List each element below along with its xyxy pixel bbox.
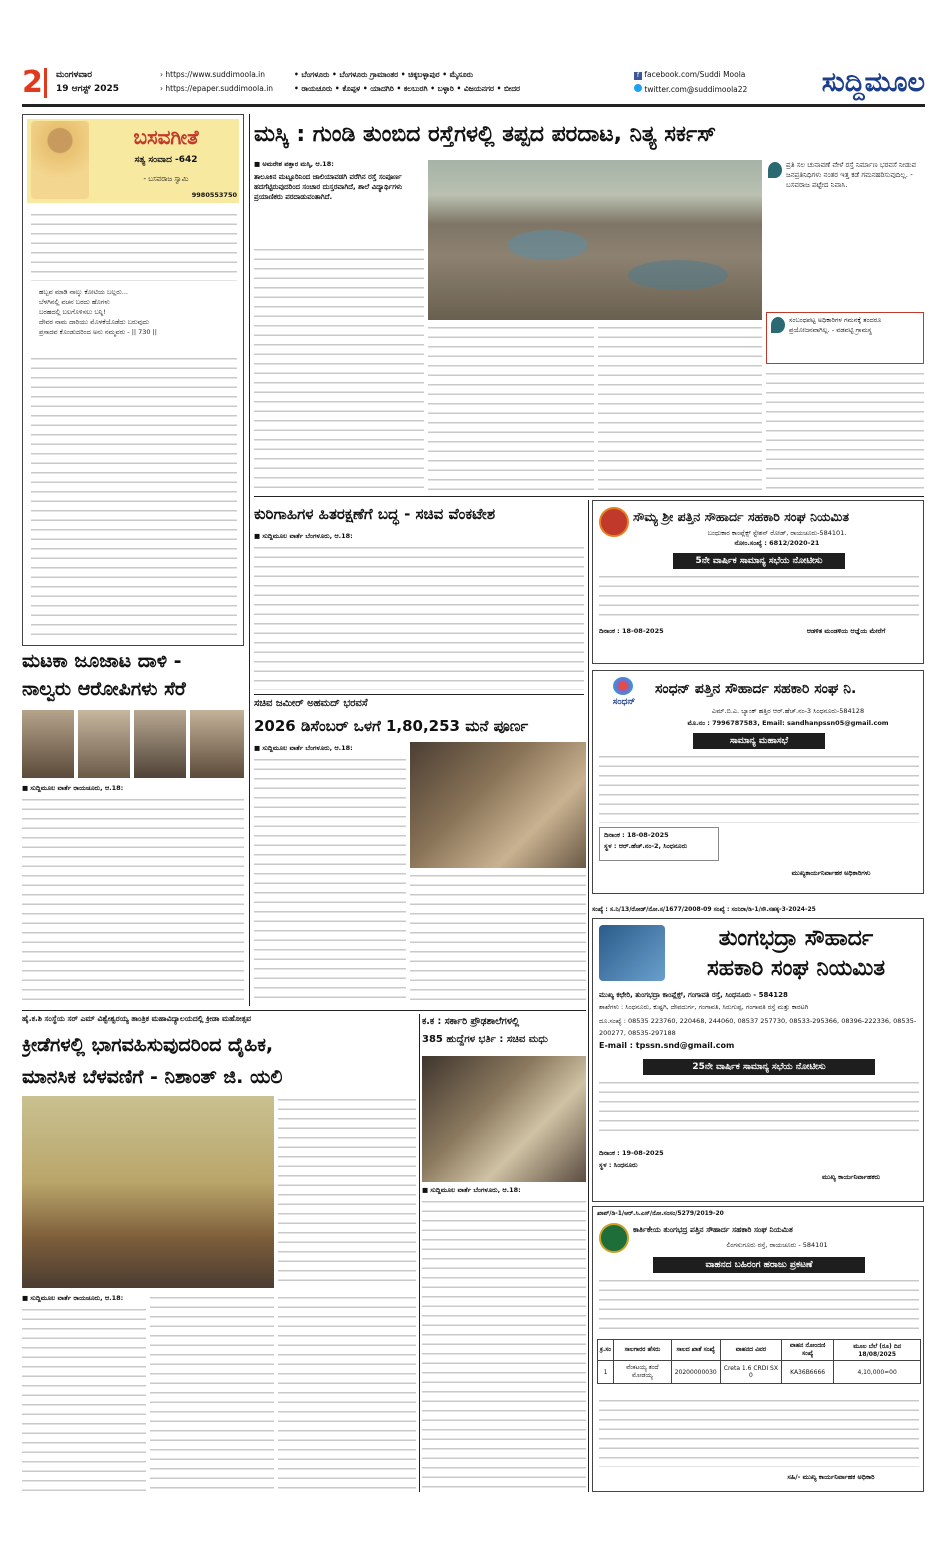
matka-headline-2: ನಾಲ್ವರು ಆರೋಪಿಗಳು ಸೆರೆ bbox=[22, 678, 186, 700]
masthead-logo: ಸುದ್ದಿಮೂಲ bbox=[821, 67, 925, 98]
table-cell: KA36B6666 bbox=[781, 1361, 833, 1384]
sports-body-side bbox=[278, 1096, 416, 1288]
tunga-address: ಮುಖ್ಯ ಕಛೇರಿ, ತುಂಗಭದ್ರಾ ಕಾಂಪ್ಲೆಕ್ಸ್, ಗಂಗಾವತಿ ರಸ್ತೆ, ಸಿಂಧನೂರು - 584128 bbox=[599, 991, 788, 999]
accused-photos bbox=[22, 710, 244, 778]
accused-photo-4 bbox=[190, 710, 244, 778]
karthikeya-notice-body bbox=[599, 1277, 919, 1335]
header-accent-rule bbox=[44, 68, 47, 98]
minister-madhu-photo bbox=[422, 1056, 586, 1182]
minister-zameer-photo bbox=[410, 742, 586, 868]
section-rule bbox=[254, 694, 584, 695]
housing-headline: 2026 ಡಿಸೆಂಬರ್ ಒಳಗೆ 1,80,253 ಮನೆ ಪೂರ್ಣ bbox=[254, 717, 529, 735]
sandhan-sign: ಮುಖ್ಯಕಾರ್ಯನಿರ್ವಾಹಕ ಅಧಿಕಾರಿಗಳು bbox=[791, 869, 871, 877]
auction-table bbox=[597, 1339, 921, 1384]
soumya-banner: 5ನೇ ವಾರ್ಷಿಕ ಸಾಮಾನ್ಯ ಸಭೆಯ ನೋಟೀಸು bbox=[673, 553, 845, 569]
maski-body-col4 bbox=[766, 370, 924, 492]
column-rule bbox=[588, 500, 589, 1492]
ad-sandhan bbox=[592, 670, 924, 894]
tunga-logo bbox=[599, 925, 665, 981]
twitter-icon bbox=[634, 84, 642, 92]
sandhan-banner: ಸಾಮಾನ್ಯ ಮಹಾಸಭೆ bbox=[693, 733, 825, 749]
maski-body-col2 bbox=[428, 324, 594, 492]
soumya-address: ಬಂಧುಕಾರ ಕಾಂಪ್ಲೆಕ್ಸ್ ಸ್ಟೇಶನ್ ರೋಡ್, ರಾಯಚೂರು-584101. bbox=[707, 529, 847, 537]
sports-headline-2: ಮಾನಸಿಕ ಬೆಳವಣಿಗೆ - ನಿಶಾಂತ್ ಜಿ. ಯಲಿ bbox=[22, 1066, 283, 1088]
maski-road-photo bbox=[428, 160, 762, 320]
housing-byline: ■ ಸುದ್ದಿಮೂಲ ವಾರ್ತೆ ಬೆಂಗಳೂರು, ಆ.18: bbox=[254, 744, 353, 752]
nav-row-2: • ರಾಯಚೂರು • ಕೊಪ್ಪಳ • ಯಾದಗಿರಿ • ಕಲಬುರಗಿ • ಬಳ್ಳಾರಿ • ವಿಜಯನಗರ • ಬೀದರ bbox=[294, 84, 521, 93]
soumya-notice-body bbox=[599, 573, 919, 623]
accused-photo-2 bbox=[78, 710, 130, 778]
housing-kicker: ಸಚಿವ ಜಮೀರ್ ಅಹಮದ್ ಭರವಸೆ bbox=[254, 698, 368, 709]
karthikeya-logo bbox=[599, 1223, 629, 1253]
table-header-cell: ಸಾಲದ ಖಾತೆ ಸಂಖ್ಯೆ bbox=[671, 1340, 720, 1361]
header-rule bbox=[22, 104, 925, 107]
karthikeya-sign: ಸಹಿ/- ಮುಖ್ಯ ಕಾರ್ಯನಿರ್ವಾಹಕ ಅಧಿಕಾರಿ bbox=[787, 1473, 875, 1481]
page-number: 2 bbox=[22, 66, 43, 100]
sandhan-address: ಎಮ್.ಬಿ.ಎ. ಬ್ಯಾಂಕ್ ಹತ್ತಿರ ಆರ್.ಹೆಚ್.ನಂ-3 ಸಿಂಧನೂರು-584128 bbox=[711, 707, 865, 715]
matka-article bbox=[22, 650, 244, 1005]
maski-sidebar-text: ಪ್ರತಿ ಸಲ ಚುನಾವಣೆ ವೇಳೆ ರಸ್ತೆ ನಿರ್ಮಾಣ ಭರವಸೆ ನೀಡುವ ಜನಪ್ರತಿನಿಧಿಗಳು ನಂತರ ಇತ್ತ ಕಡೆ ಗಮನಹರಿಸುವುದಿಲ್ಲ. - ಬಸವರಾಜ ಪಟ್ಟೇದ ನಿವಾಸಿ. bbox=[786, 161, 917, 189]
accused-photo-3 bbox=[134, 710, 186, 778]
ad-karthikeya bbox=[592, 1206, 924, 1492]
maski-body-col3 bbox=[598, 324, 762, 492]
table-cell: Creta 1.6 CRDI SX 0 bbox=[720, 1361, 781, 1384]
section-rule bbox=[22, 1010, 586, 1011]
basava-verse: ಹಬ್ಬವ ಮಾಡಿ ನಾಲ್ಕು ಕೋಟಿಯ ಬಲ್ಲರು... ಬೆಳಗಿನಲ್ಲಿ ವಚನ ಬರದು ಹೊಗಳು ಬರಹದಲ್ಲಿ ಬಲಗೊಳಿಸಲು ಬನ್ನಿ! ದೇವರ ನಾಮ ದಾರಿಯು ಮೊಳಕೆಯೊಡೆದು ಬರುವುದು ಪ್ರಸಾದವ ಕೊಂಡುದರಿಂದ ಅನು ನಮ್ಮವರು - || 730 || bbox=[39, 288, 157, 336]
pothole-water bbox=[508, 230, 588, 260]
sandhan-contact: ಮೊ.ನಂ : 7996787583, Email: sandhanpssn05@gmail.com bbox=[687, 719, 889, 727]
maski-quote: ಸಂಬಂಧಪಟ್ಟ ಅಧಿಕಾರಿಗಳ ಗಮನಕ್ಕೆ ತಂದರೂ ಪ್ರಯೋಜನವಾಗಿಲ್ಲ. - ವಡವಟ್ಟಿ ಗ್ರಾಮಸ್ಥ bbox=[789, 316, 882, 334]
kuruba-body bbox=[254, 544, 584, 690]
sports-body-col2 bbox=[150, 1294, 274, 1492]
column-rule bbox=[249, 114, 250, 1006]
sandhan-logo-flower-icon bbox=[613, 677, 633, 695]
table-cell: 4,10,000=00 bbox=[834, 1361, 921, 1384]
pothole-water bbox=[628, 260, 728, 290]
sandhan-notice-body bbox=[599, 753, 919, 823]
tunga-phones: ದೂ.ಸಂಖ್ಯೆ : 08535 223760, 220468, 244060, 08537 257730, 08533-295366, 08396-222336, 08535-200277, 08535-297188 bbox=[599, 1017, 917, 1037]
page-header bbox=[22, 66, 925, 102]
basava-header-box bbox=[27, 119, 239, 203]
table-header-cell: ಮೂಲ ಬೆಲೆ (ರೂ) ದಿನ 18/08/2025 bbox=[834, 1340, 921, 1361]
ad-soumya bbox=[592, 500, 924, 664]
basava-author: - ಬಸವರಾಜ ಸ್ವಾಮಿ bbox=[143, 175, 189, 183]
karthikeya-title: ಕಾರ್ತಿಕೇಯ ತುಂಗಭದ್ರ ಪತ್ತಿನ ಸೌಹಾರ್ದ ಸಹಕಾರಿ ಸಂಘ ನಿಯಮಿತ bbox=[633, 1225, 793, 1234]
matka-byline: ■ ಸುದ್ದಿಮೂಲ ವಾರ್ತೆ ರಾಯಚೂರು, ಆ.18: bbox=[22, 784, 124, 792]
sports-kicker: ಹೈ.ಕ.ಶಿ ಸಂಸ್ಥೆಯ ಸರ್ ಎಮ್ ವಿಶ್ವೇಶ್ವರಯ್ಯ ತಾಂತ್ರಿಕ ಮಹಾವಿದ್ಯಾಲಯದಲ್ಲಿ ಕ್ರೀಡಾ ಮಹೋತ್ಸವ bbox=[22, 1014, 252, 1023]
karthikeya-address: ಲಿಂಗಸುಗೂರು ರಸ್ತೆ, ರಾಯಚೂರು - 584101 bbox=[726, 1241, 828, 1249]
matka-headline-1: ಮಟಕಾ ಜೂಜಾಟ ದಾಳಿ - bbox=[22, 650, 182, 672]
tunga-title-1: ತುಂಗಭದ್ರಾ ಸೌಹಾರ್ದ bbox=[718, 926, 874, 951]
table-cell: 20200000030 bbox=[671, 1361, 720, 1384]
maski-quote-box bbox=[766, 312, 924, 364]
facebook-link[interactable]: f facebook.com/Suddi Moola bbox=[634, 70, 764, 82]
maski-body-col1 bbox=[254, 246, 424, 492]
nav-row-1: • ಬೆಂಗಳೂರು • ಬೆಂಗಳೂರು ಗ್ರಾಮಾಂತರ • ಚಿಕ್ಕಬಳ್ಳಾಪುರ • ಮೈಸೂರು bbox=[294, 70, 473, 79]
basava-phone: 9980553750 bbox=[191, 191, 237, 199]
basava-subtitle: ಸತ್ಯ ಸಂವಾದ -642 bbox=[134, 155, 198, 165]
sandhan-date: ದಿನಾಂಕ : 18-08-2025 bbox=[604, 831, 669, 839]
website-link[interactable]: › https://www.suddimoola.in bbox=[160, 70, 266, 79]
soumya-date: ದಿನಾಂಕ : 18-08-2025 bbox=[599, 627, 664, 635]
ad-tungabhadra bbox=[592, 918, 924, 1202]
quote-bubble-icon bbox=[771, 317, 785, 333]
soumya-title: ಸೌಮ್ಯ ಶ್ರೀ ಪತ್ತಿನ ಸೌಹಾರ್ದ ಸಹಕಾರಿ ಸಂಘ ನಿಯಮಿತ bbox=[633, 509, 849, 524]
table-header-cell: ವಾಹನದ ವಿವರ bbox=[720, 1340, 781, 1361]
maski-headline: ಮಸ್ಕಿ : ಗುಂಡಿ ತುಂಬಿದ ರಸ್ತೆಗಳಲ್ಲಿ ತಪ್ಪದ ಪರದಾಟ, ನಿತ್ಯ ಸರ್ಕಸ್ bbox=[254, 122, 717, 147]
karthikeya-notice-footer bbox=[599, 1397, 919, 1467]
header-date: 19 ಆಗಸ್ಟ್ 2025 bbox=[56, 84, 119, 94]
sports-byline: ■ ಸುದ್ದಿಮೂಲ ವಾರ್ತೆ ರಾಯಚೂರು, ಆ.18: bbox=[22, 1294, 124, 1302]
basava-body bbox=[31, 355, 237, 641]
tunga-place: ಸ್ಥಳ : ಸಿಂಧನೂರು bbox=[599, 1161, 638, 1169]
table-row bbox=[598, 1361, 921, 1384]
sandhan-date-box bbox=[599, 827, 719, 861]
maski-lead: ತಾಲೂಕಿನ ಮಟ್ಟೂರಿನಿಂದ ಜಾಲಿಯಾವಡಗಿ ವರೆಗಿನ ರಸ್ತೆ ಸಂಪೂರ್ಣ ಹದಗೆಟ್ಟಿರುವುದರಿಂದ ಸಂಚಾರ ದುಸ್ತರವಾಗಿದೆ, ಶಾಲೆ ವಿದ್ಯಾರ್ಥಿಗಳು ಪ್ರಯಾಣಿಕರು ಪರದಾಡುವಂತಾಗಿದೆ. bbox=[254, 173, 403, 201]
matka-body bbox=[22, 796, 244, 1002]
housing-body-col1 bbox=[254, 756, 406, 1006]
sandhan-logo bbox=[599, 677, 649, 713]
sandhan-title: ಸಂಧನ್ ಪತ್ತಿನ ಸೌಹಾರ್ದ ಸಹಕಾರಿ ಸಂಘ ನಿ. bbox=[655, 681, 857, 697]
karthikeya-regline: ಖಾಪ್/ಡಿ-1/ಆರ್.ಸಿ.ಎಸ್/ನೋ.ಸಂಸಂ/5279/2019-20 bbox=[597, 1210, 724, 1217]
facebook-icon: f bbox=[634, 72, 642, 80]
tunga-email: E-mail : tpssn.snd@gmail.com bbox=[599, 1041, 735, 1050]
table-cell: ವೆಂಕಟಯ್ಯ ತಂದೆ ಮೋಡಯ್ಯ bbox=[614, 1361, 672, 1384]
schools-byline: ■ ಸುದ್ದಿಮೂಲ ವಾರ್ತೆ ಬೆಂಗಳೂರು, ಆ.18: bbox=[422, 1186, 521, 1194]
sandhan-logo-text: ಸಂಧನ್ bbox=[612, 697, 636, 707]
accused-photo-1 bbox=[22, 710, 74, 778]
tunga-title-2: ಸಹಕಾರಿ ಸಂಘ ನಿಯಮಿತ bbox=[707, 956, 885, 981]
tunga-date: ದಿನಾಂಕ : 19-08-2025 bbox=[599, 1149, 664, 1157]
sports-body-col3 bbox=[278, 1294, 416, 1492]
speech-bubble-icon bbox=[768, 162, 782, 178]
auction-table-header bbox=[598, 1340, 921, 1361]
section-rule bbox=[254, 496, 924, 497]
kuruba-byline: ■ ಸುದ್ದಿಮೂಲ ವಾರ್ತೆ ಬೆಂಗಳೂರು, ಆ.18: bbox=[254, 532, 353, 540]
basava-intro bbox=[31, 211, 237, 281]
basava-title: ಬಸವಗೀತೆ bbox=[133, 125, 199, 149]
table-header-cell: ಸಾಲಗಾರರ ಹೆಸರು bbox=[614, 1340, 672, 1361]
sports-headline-1: ಕ್ರೀಡೆಗಳಲ್ಲಿ ಭಾಗವಹಿಸುವುದರಿಂದ ದೈಹಿಕ, bbox=[22, 1034, 274, 1056]
soumya-sign: ಆಡಳಿತ ಮಂಡಳಿಯ ಆಜ್ಞೆಯ ಮೇರೆಗೆ bbox=[806, 627, 886, 635]
epaper-link[interactable]: › https://epaper.suddimoola.in bbox=[160, 84, 274, 93]
basava-portrait bbox=[31, 121, 89, 199]
schools-headline: 385 ಹುದ್ದೆಗಳ ಭರ್ತಿ : ಸಚಿವ ಮಧು bbox=[422, 1034, 548, 1045]
table-cell: 1 bbox=[598, 1361, 614, 1384]
schools-body bbox=[422, 1198, 586, 1492]
twitter-link[interactable]: twitter.com@suddimoola22 bbox=[634, 84, 764, 96]
kuruba-headline: ಕುರಿಗಾಹಿಗಳ ಹಿತರಕ್ಷಣೆಗೆ ಬದ್ಧ - ಸಚಿವ ವೆಂಕಟೇಶ bbox=[254, 505, 496, 523]
karthikeya-banner: ವಾಹನದ ಬಹಿರಂಗ ಹರಾಜು ಪ್ರಕಟಣೆ bbox=[653, 1257, 865, 1273]
schools-kicker: ಕ.ಕ : ಸರ್ಕಾರಿ ಪ್ರೌಢಶಾಲೆಗಳಲ್ಲಿ bbox=[422, 1016, 520, 1027]
table-header-cell: ಕ್ರ.ಸಂ bbox=[598, 1340, 614, 1361]
maski-sidebar bbox=[768, 160, 924, 308]
column-rule bbox=[419, 1014, 420, 1492]
sports-event-photo bbox=[22, 1096, 274, 1288]
sports-body-col1 bbox=[22, 1306, 146, 1492]
tunga-branches: ಶಾಖೆಗಳು : ಸಿಂಧನೂರು, ಕುಷ್ಟಗಿ, ದೇವದುರ್ಗ, ಗಂಗಾವತಿ, ಸಿರುಗುಪ್ಪ, ಗಂಗಾವತಿ ರಸ್ತೆ ಮತ್ತು ಕಾರಟಗಿ bbox=[599, 1003, 809, 1011]
header-day: ಮಂಗಳವಾರ bbox=[56, 70, 93, 80]
housing-body-col2 bbox=[410, 872, 586, 1006]
soumya-reg: ನೋಂ.ಸಂಖ್ಯೆ : 6812/2020-21 bbox=[734, 539, 820, 547]
soumya-logo bbox=[599, 507, 629, 537]
sandhan-place: ಸ್ಥಳ : ಆರ್.ಹೆಚ್.ನಂ-2, ಸಿಂಧನೂರು bbox=[604, 842, 688, 850]
table-header-cell: ವಾಹನ ನೋಂದಣಿ ಸಂಖ್ಯೆ bbox=[781, 1340, 833, 1361]
tunga-notice-body bbox=[599, 1079, 919, 1139]
tunga-sign: ಮುಖ್ಯ ಕಾರ್ಯನಿರ್ವಾಹಕರು bbox=[821, 1173, 881, 1181]
tunga-regline: ಸಂಖ್ಯೆ : ಸ.ನಿ/13/ರೋಡ್/ನೋ.ಸ/1677/2008-09 ಸಂಖ್ಯೆ : ಸಂನಿರಾ/ಡಿ-1/ಸೌ.ಸಹಕ್ಕ-3-2024-25 bbox=[592, 906, 816, 913]
tunga-banner: 25ನೇ ವಾರ್ಷಿಕ ಸಾಮಾನ್ಯ ಸಭೆಯ ನೋಟೀಸು bbox=[643, 1059, 875, 1075]
link-arrow-icon: › bbox=[160, 70, 163, 79]
basava-geethe-column bbox=[22, 114, 244, 646]
maski-byline: ■ ಅಮರೇಶ ಪತ್ತಾರ ಮಸ್ಕಿ, ಆ.18: bbox=[254, 160, 334, 168]
link-arrow-icon: › bbox=[160, 84, 163, 93]
